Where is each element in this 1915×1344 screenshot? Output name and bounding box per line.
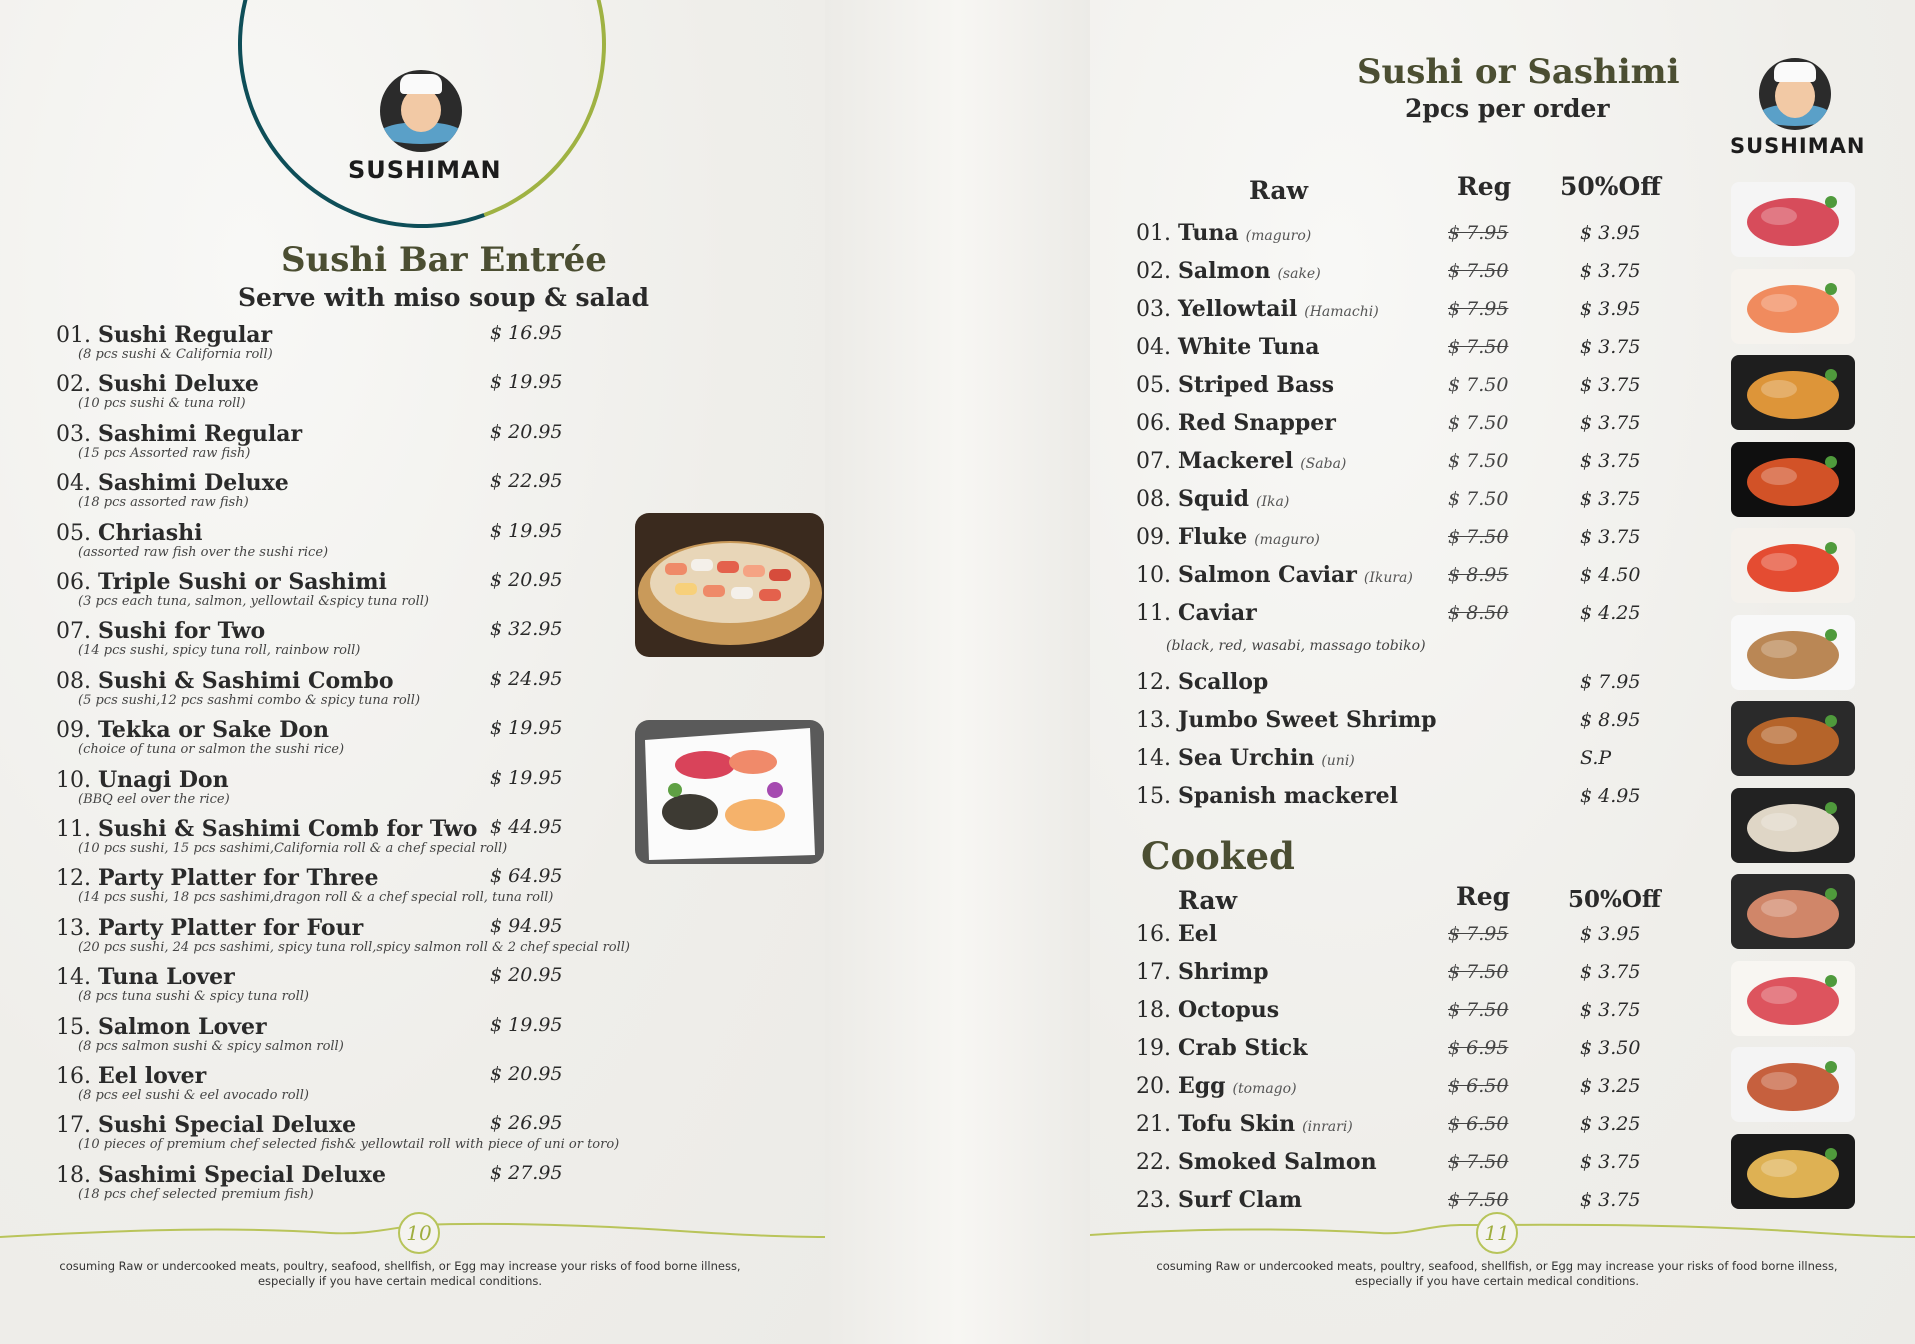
item-number: 11. (1136, 601, 1171, 626)
item-price: $ 24.95 (490, 667, 563, 690)
item-description: (5 pcs sushi,12 pcs sashmi combo & spicy tuna roll) (78, 692, 421, 708)
item-note: (Ika) (1256, 494, 1290, 510)
menu-item (1136, 258, 1696, 292)
raw-col-header: Raw (1249, 176, 1309, 205)
item-number: 20. (1136, 1074, 1171, 1099)
item-description: (14 pcs sushi, 18 pcs sashimi,dragon roll & a chef special roll, tuna roll) (78, 890, 554, 906)
item-name (56, 618, 265, 644)
item-name (1136, 448, 1346, 474)
item-description: (14 pcs sushi, spicy tuna roll, rainbow roll) (78, 643, 361, 659)
regular-price: $ 6.50 (1448, 1075, 1509, 1097)
item-title: Salmon Lover (98, 1013, 267, 1040)
item-price: $ 19.95 (490, 717, 563, 740)
menu-item (1136, 296, 1696, 330)
menu-item (56, 618, 636, 668)
menu-item (56, 767, 636, 817)
discount-price: $ 3.75 (1580, 488, 1641, 510)
discount-price: $ 3.75 (1580, 526, 1641, 548)
item-name (56, 668, 394, 694)
item-title: Octopus (1178, 997, 1280, 1023)
discount-price: $ 7.95 (1580, 671, 1641, 693)
discount-price: $ 3.50 (1580, 1037, 1641, 1059)
item-price: $ 20.95 (490, 1063, 563, 1085)
item-description: (8 pcs tuna sushi & spicy tuna roll) (78, 989, 310, 1005)
sashimi-platter-photo (635, 720, 824, 864)
item-price: $ 94.95 (490, 914, 563, 937)
item-name (56, 816, 477, 842)
item-description: (BBQ eel over the rice) (78, 791, 230, 807)
item-note: (Saba) (1300, 456, 1347, 472)
brand-wordmark: SUSHIMAN (1730, 134, 1866, 158)
item-name (56, 520, 202, 546)
item-price: $ 22.95 (490, 470, 563, 493)
menu-item (1136, 448, 1696, 482)
food-thumbnail (1731, 615, 1855, 690)
menu-item (1136, 334, 1696, 368)
item-number: 12. (56, 866, 91, 892)
menu-item (56, 816, 636, 866)
menu-item (56, 1112, 636, 1162)
discount-price: $ 3.25 (1580, 1113, 1641, 1135)
item-title: Jumbo Sweet Shrimp (1178, 707, 1437, 733)
discount-price: $ 3.75 (1580, 450, 1641, 472)
item-note: (sake) (1277, 266, 1321, 282)
menu-item (56, 322, 636, 372)
discount-price: $ 4.25 (1580, 602, 1641, 624)
item-number: 06. (56, 570, 91, 595)
item-name (1136, 334, 1319, 360)
item-name (1136, 524, 1320, 550)
item-number: 13. (56, 915, 91, 941)
discount-price: $ 3.75 (1580, 1151, 1641, 1173)
item-title: Spanish mackerel (1178, 783, 1399, 809)
item-title: Caviar (1178, 600, 1257, 626)
item-name (56, 865, 378, 891)
menu-item (56, 964, 636, 1014)
food-thumbnail (1731, 1134, 1855, 1209)
item-number: 05. (1136, 373, 1171, 398)
item-description: (choice of tuna or salmon the sushi rice) (78, 742, 345, 758)
discount-price: $ 3.75 (1580, 1189, 1641, 1211)
item-note: (uni) (1321, 753, 1355, 769)
item-number: 21. (1136, 1112, 1171, 1137)
item-price: $ 32.95 (490, 618, 563, 641)
item-name (1136, 669, 1268, 695)
item-title: Shrimp (1178, 959, 1269, 985)
item-title: Tuna Lover (98, 964, 235, 991)
discount-price: $ 4.95 (1580, 785, 1641, 807)
item-name (56, 767, 229, 793)
item-title: Party Platter for Three (98, 865, 379, 892)
food-thumbnail (1731, 269, 1855, 344)
item-name (56, 569, 387, 595)
regular-price: $ 7.50 (1448, 1151, 1509, 1173)
food-thumbnail (1731, 528, 1855, 603)
item-title: Eel (1178, 921, 1218, 947)
item-title: Red Snapper (1178, 410, 1336, 436)
item-title: Sashimi Deluxe (98, 470, 289, 497)
item-title: Crab Stick (1178, 1035, 1308, 1061)
item-number: 14. (1136, 746, 1171, 771)
regular-price: $ 7.95 (1448, 298, 1509, 320)
regular-price: $ 6.50 (1448, 1113, 1509, 1135)
menu-item (1136, 921, 1696, 955)
item-number: 06. (1136, 411, 1171, 436)
item-name (1136, 959, 1269, 985)
item-number: 15. (1136, 784, 1171, 809)
chef-mascot-icon (1759, 58, 1831, 130)
food-thumbnail (1731, 182, 1855, 257)
discount-price: $ 3.75 (1580, 260, 1641, 282)
item-number: 07. (56, 619, 91, 645)
discount-price: $ 3.75 (1580, 412, 1641, 434)
discount-price: $ 3.25 (1580, 1075, 1641, 1097)
item-number: 10. (56, 767, 91, 793)
item-title: Eel lover (98, 1063, 207, 1089)
item-title: Tekka or Sake Don (98, 717, 329, 744)
item-title: Tuna (1178, 220, 1239, 246)
item-name (56, 1112, 356, 1138)
item-number: 04. (1136, 335, 1171, 360)
item-description: (3 pcs each tuna, salmon, yellowtail &spicy tuna roll) (78, 594, 429, 609)
cooked-raw-col-header: Raw (1178, 886, 1238, 915)
item-title: Sushi Deluxe (98, 371, 259, 398)
discount-price: $ 8.95 (1580, 709, 1641, 731)
item-number: 09. (56, 718, 91, 744)
menu-item (56, 421, 636, 471)
menu-item (56, 668, 636, 718)
disclaimer-left-line2: especially if you have certain medical conditions. (257, 1274, 543, 1288)
menu-item (1136, 372, 1696, 406)
item-title: Scallop (1178, 669, 1269, 695)
item-name (56, 717, 329, 743)
discount-price: $ 3.95 (1580, 298, 1641, 320)
item-name (56, 1014, 267, 1040)
food-thumbnail (1731, 788, 1855, 863)
item-number: 12. (1136, 670, 1171, 695)
item-name (1136, 372, 1334, 398)
item-number: 17. (56, 1113, 91, 1139)
item-title: Sushi Special Deluxe (98, 1112, 357, 1139)
item-description: (18 pcs chef selected premium fish) (78, 1186, 314, 1202)
menu-item (56, 865, 636, 915)
discount-price: S.P (1580, 747, 1612, 769)
discount-price: $ 3.75 (1580, 336, 1641, 358)
item-price: $ 19.95 (490, 371, 563, 394)
item-note: (maguro) (1245, 228, 1312, 244)
brand-logo-right (1730, 58, 1866, 158)
item-name (1136, 600, 1257, 626)
item-price: $ 19.95 (490, 766, 563, 789)
menu-item (1136, 1073, 1696, 1107)
regular-price: $ 7.95 (1448, 923, 1509, 945)
item-title: Surf Clam (1178, 1187, 1302, 1213)
item-note: (Hamachi) (1304, 304, 1379, 320)
item-name (1136, 258, 1321, 284)
caviar-note: (black, red, wasabi, massago tobiko) (1166, 638, 1426, 654)
item-price: $ 19.95 (490, 1013, 563, 1036)
page-gutter (825, 0, 1090, 1344)
menu-item (1136, 410, 1696, 444)
disclaimer-right-line1: cosuming Raw or undercooked meats, poultry, seafood, shellfish, or Egg may increase your risks of food borne illness, (1156, 1259, 1838, 1273)
item-number: 22. (1136, 1150, 1171, 1175)
regular-price: $ 7.50 (1448, 374, 1509, 396)
item-number: 05. (56, 520, 91, 546)
item-title: Sashimi Regular (98, 420, 303, 447)
item-title: Tofu Skin (1178, 1111, 1296, 1137)
food-thumbnail (1731, 355, 1855, 430)
item-title: Sushi & Sashimi Comb for Two (98, 816, 478, 842)
item-title: Salmon (1178, 258, 1271, 284)
cooked-reg-col-header: Reg (1456, 882, 1511, 911)
item-name (56, 1063, 206, 1089)
item-price: $ 20.95 (490, 964, 563, 987)
item-description: (10 pcs sushi, 15 pcs sashimi,California roll & a chef special roll) (78, 841, 508, 856)
item-title: Salmon Caviar (1178, 562, 1357, 588)
item-number: 03. (1136, 297, 1171, 322)
item-title: Sashimi Special Deluxe (98, 1161, 387, 1188)
item-name (56, 964, 235, 990)
discount-price: $ 3.75 (1580, 961, 1641, 983)
item-number: 07. (1136, 449, 1171, 474)
item-title: Sushi & Sashimi Combo (98, 667, 394, 694)
regular-price: $ 7.50 (1448, 999, 1509, 1021)
menu-item (1136, 997, 1696, 1031)
brand-wordmark: SUSHIMAN (348, 156, 502, 184)
chef-mascot-icon (380, 70, 462, 152)
item-name (1136, 1035, 1307, 1061)
item-number: 10. (1136, 563, 1171, 588)
item-price: $ 44.95 (490, 816, 563, 838)
item-number: 23. (1136, 1188, 1171, 1213)
item-name (1136, 707, 1437, 733)
item-number: 13. (1136, 708, 1171, 733)
item-number: 15. (56, 1014, 91, 1040)
item-title: Striped Bass (1178, 372, 1335, 398)
item-description: (assorted raw fish over the sushi rice) (78, 544, 329, 560)
disclaimer-right (1117, 1259, 1877, 1289)
item-name (1136, 997, 1279, 1023)
regular-price: $ 7.50 (1448, 961, 1509, 983)
discount-price: $ 4.50 (1580, 564, 1641, 586)
cooked-off-col-header: 50%Off (1568, 886, 1661, 913)
food-thumbnail (1731, 874, 1855, 949)
item-title: Party Platter for Four (98, 914, 364, 941)
item-title: Smoked Salmon (1178, 1149, 1377, 1175)
item-name (1136, 486, 1289, 512)
item-number: 01. (56, 323, 91, 348)
item-price: $ 20.95 (490, 569, 563, 591)
item-number: 01. (1136, 221, 1171, 246)
item-title: Mackerel (1178, 448, 1294, 474)
regular-price: $ 8.95 (1448, 564, 1509, 586)
discount-price: $ 3.75 (1580, 374, 1641, 396)
section-subtitle-entree: Serve with miso soup & salad (238, 283, 649, 312)
menu-item (56, 1063, 636, 1113)
section-title-sushi-sashimi: Sushi or Sashimi (1357, 52, 1680, 92)
menu-item (56, 520, 636, 570)
menu-item (1136, 959, 1696, 993)
menu-item (56, 470, 636, 520)
item-number: 16. (1136, 922, 1171, 947)
off-col-header: 50%Off (1560, 172, 1661, 201)
food-thumbnail (1731, 961, 1855, 1036)
item-name (1136, 1149, 1377, 1175)
item-name (56, 1162, 386, 1188)
regular-price: $ 6.95 (1448, 1037, 1509, 1059)
item-price: $ 27.95 (490, 1161, 563, 1184)
menu-item (56, 717, 636, 767)
item-number: 02. (56, 372, 91, 398)
item-note: (maguro) (1254, 532, 1320, 548)
item-title: Squid (1178, 486, 1250, 512)
menu-item (1136, 1035, 1696, 1069)
food-thumbnail (1731, 442, 1855, 517)
menu-item (1136, 486, 1696, 520)
item-description: (10 pcs sushi & tuna roll) (78, 396, 246, 412)
item-name (1136, 1073, 1297, 1099)
item-number: 14. (56, 965, 91, 991)
discount-price: $ 3.95 (1580, 923, 1641, 945)
food-thumbnail (1731, 1047, 1855, 1122)
item-description: (18 pcs assorted raw fish) (78, 495, 249, 511)
item-description: (8 pcs salmon sushi & spicy salmon roll) (78, 1038, 344, 1054)
item-name (1136, 562, 1413, 588)
menu-item (1136, 1149, 1696, 1183)
item-name (1136, 783, 1398, 809)
item-title: White Tuna (1178, 334, 1320, 360)
item-note: (Ikura) (1363, 570, 1413, 586)
item-name (56, 322, 272, 348)
item-title: Egg (1178, 1073, 1226, 1099)
item-number: 17. (1136, 960, 1171, 985)
regular-price: $ 7.50 (1448, 526, 1509, 548)
food-thumbnail (1731, 701, 1855, 776)
section-title-entree: Sushi Bar Entrée (281, 240, 607, 280)
regular-price: $ 7.50 (1448, 1189, 1509, 1211)
menu-item (1136, 707, 1696, 741)
regular-price: $ 7.50 (1448, 450, 1509, 472)
item-number: 19. (1136, 1036, 1171, 1061)
menu-item (56, 1014, 636, 1064)
item-name (56, 421, 302, 447)
item-title: Sushi Regular (98, 322, 273, 348)
disclaimer-left-line1: cosuming Raw or undercooked meats, poultry, seafood, shellfish, or Egg may increase your risks of food borne illness, (59, 1259, 741, 1273)
page-number-10: 10 (398, 1212, 440, 1254)
item-price: $ 26.95 (490, 1112, 563, 1135)
item-number: 08. (1136, 487, 1171, 512)
item-name (1136, 921, 1217, 947)
menu-item (1136, 669, 1696, 703)
item-description: (8 pcs eel sushi & eel avocado roll) (78, 1088, 309, 1103)
menu-item (1136, 524, 1696, 558)
item-number: 11. (56, 817, 91, 842)
item-number: 08. (56, 668, 91, 694)
item-name (56, 371, 259, 397)
item-number: 09. (1136, 525, 1171, 550)
reg-col-header: Reg (1457, 172, 1512, 201)
regular-price: $ 7.50 (1448, 488, 1509, 510)
item-name (1136, 410, 1336, 436)
menu-item (56, 915, 636, 965)
item-number: 16. (56, 1064, 91, 1089)
item-number: 02. (1136, 259, 1171, 284)
discount-price: $ 3.95 (1580, 222, 1641, 244)
item-title: Unagi Don (98, 766, 229, 793)
discount-price: $ 3.75 (1580, 999, 1641, 1021)
item-number: 18. (56, 1162, 91, 1188)
item-description: (10 pieces of premium chef selected fish& yellowtail roll with piece of uni or toro) (78, 1137, 620, 1153)
disclaimer-left (20, 1259, 780, 1289)
disclaimer-right-line2: especially if you have certain medical conditions. (1354, 1274, 1640, 1288)
menu-item (56, 371, 636, 421)
item-number: 03. (56, 421, 91, 447)
menu-item (1136, 600, 1696, 634)
item-price: $ 16.95 (490, 322, 563, 344)
item-description: (15 pcs Assorted raw fish) (78, 445, 251, 461)
item-title: Sushi for Two (98, 618, 266, 645)
regular-price: $ 7.50 (1448, 412, 1509, 434)
item-title: Fluke (1178, 524, 1248, 550)
item-number: 04. (56, 471, 91, 497)
menu-item (1136, 562, 1696, 596)
page-number-11: 11 (1476, 1212, 1518, 1254)
item-name (1136, 1111, 1353, 1137)
item-price: $ 19.95 (490, 519, 563, 542)
item-name (1136, 745, 1355, 771)
regular-price: $ 8.50 (1448, 602, 1509, 624)
menu-item (1136, 783, 1696, 817)
regular-price: $ 7.95 (1448, 222, 1509, 244)
item-name (1136, 296, 1379, 322)
menu-item (1136, 220, 1696, 254)
item-number: 18. (1136, 998, 1171, 1023)
item-note: (tomago) (1232, 1081, 1297, 1097)
menu-item (56, 569, 636, 619)
menu-item (1136, 745, 1696, 779)
regular-price: $ 7.50 (1448, 336, 1509, 358)
section-title-cooked: Cooked (1141, 834, 1295, 878)
item-name (56, 915, 363, 941)
item-title: Sea Urchin (1178, 745, 1315, 771)
item-name (56, 470, 289, 496)
brand-logo (348, 70, 502, 184)
item-description: (8 pcs sushi & California roll) (78, 347, 273, 362)
item-title: Triple Sushi or Sashimi (98, 569, 387, 595)
item-description: (20 pcs sushi, 24 pcs sashimi, spicy tuna roll,spicy salmon roll & 2 chef special roll) (78, 939, 630, 955)
sushi-boat-photo (635, 513, 824, 657)
item-title: Yellowtail (1178, 296, 1298, 322)
regular-price: $ 7.50 (1448, 260, 1509, 282)
menu-item (1136, 1111, 1696, 1145)
section-subtitle-per-order: 2pcs per order (1405, 94, 1610, 123)
item-note: (inrari) (1302, 1119, 1353, 1135)
item-name (1136, 220, 1311, 246)
item-price: $ 20.95 (490, 420, 563, 443)
item-price: $ 64.95 (490, 865, 563, 888)
item-title: Chriashi (98, 519, 203, 546)
